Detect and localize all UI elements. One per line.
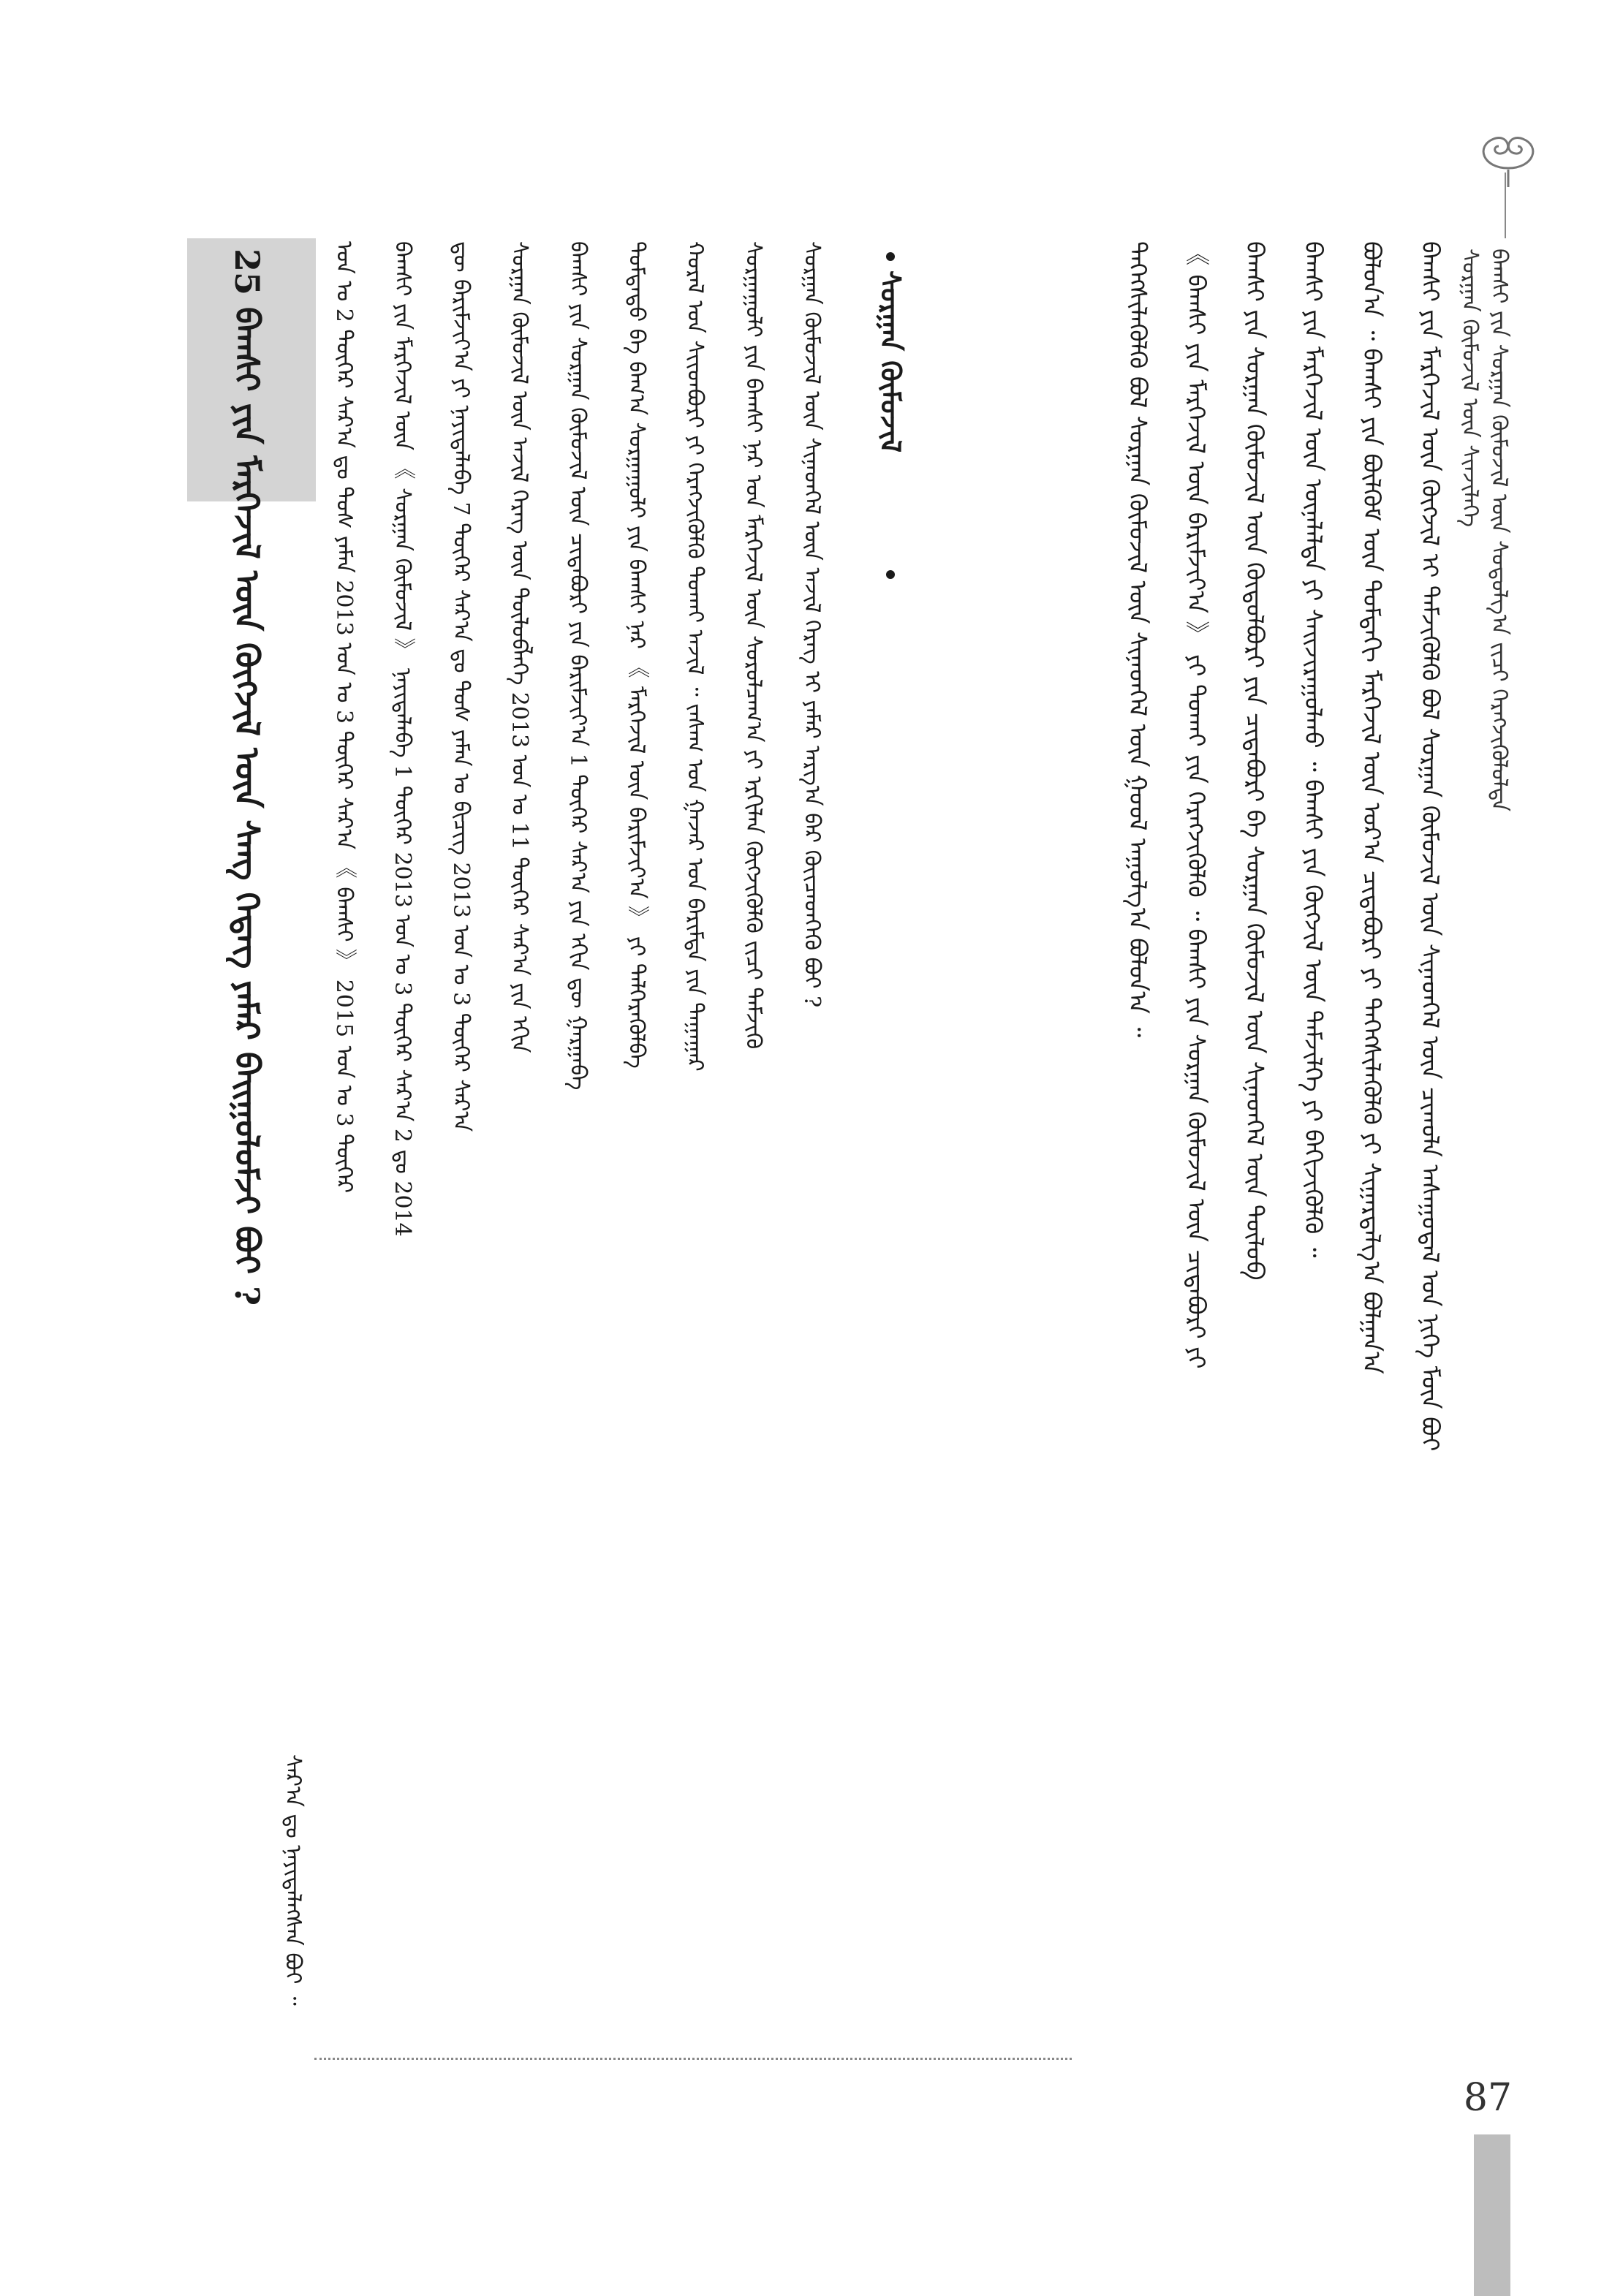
paragraph-column: 《 ᠪᠠᠭᠰᠢ ᠶᠢᠨ ᠮᠡᠷᠭᠡᠵᠢᠯ ᠦᠨ ᠪᠠᠷᠢᠮᠵᠢᠶ᠎ᠠ 》 ᠶᠢ ᠲᠤᠬᠠᠢ ᠶᠢᠨ ᠬᠡᠷᠡᠭᠵᠢᠭᠦᠯᠬᠦ ᠃ ᠪᠠᠭᠰᠢ ᠶᠢᠨ ᠰᠤᠷᠭᠠᠨ ᠬᠦᠮᠦᠵᠢᠯ ᠦᠨ ᠴᠢᠳᠠᠪᠤᠷᠢ ᠶᠢ (1182, 241, 1211, 1369)
question-text: ᠪᠠᠭᠰᠢ ᠶᠢᠨ ᠮᠡᠷᠭᠡᠵᠢᠯ ᠦᠨ ᠬᠥᠭᠵᠢᠯ ᠦᠨ ᠰᠠᠩ ᠭᠡᠳᠡᠭ ᠶᠠᠮᠠᠷ ᠪᠠᠢᠭᠤᠯᠤᠮᠵᠢ ᠪᠤᠢ ? (227, 307, 267, 1306)
note-column: ᠰᠤᠷᠭᠠᠭᠤᠯᠢ ᠶᠢᠨ ᠪᠠᠭᠰᠢ ᠨᠠᠷ ᠤᠨ ᠮᠡᠷᠭᠡᠵᠢᠯ ᠦᠨ ᠰᠤᠷᠤᠯᠴᠠᠭ᠎ᠠ ᠶᠢ ᠡᠷᠬᠢᠯᠡᠨ ᠬᠥᠭᠵᠢᠭᠦᠯᠬᠦ ᠵᠢᠴᠢ ᠳᠡᠮᠵᠢᠬᠦ (741, 241, 766, 1050)
running-head-secondary: ᠰᠤᠷᠭᠠᠨ ᠬᠦᠮᠦᠵᠢᠯ ᠦᠨ ᠰᠢᠨᠵᠢᠯᠡᠭᠡ (1457, 249, 1483, 528)
note-column: ᠰᠤᠷᠭᠠᠨ ᠬᠦᠮᠦᠵᠢᠯ ᠦᠨ ᠰᠢᠨᠡᠳᠭᠡᠯ ᠦᠨ ᠠᠵᠢᠯ ᠬᠡᠷᠡᠭ ᠢ ᠶᠠᠮᠠᠷ ᠠᠷᠭ᠎ᠠ ᠪᠠᠷ ᠭᠦᠢᠴᠡᠳᠬᠡᠬᠦ ᠪᠤᠢ ? (799, 241, 825, 1008)
note-column: ᠰᠠᠷ᠎ᠠ ᠳᠤ ᠨᠡᠶᠢᠲᠡᠯᠡᠭᠰᠡᠨ ᠪᠤᠢ ᠃ (280, 1754, 306, 2006)
side-tab (1474, 2134, 1510, 2296)
paragraph-column: ᠪᠠᠭᠰᠢ ᠶᠢᠨ ᠰᠤᠷᠭᠠᠨ ᠬᠦᠮᠦᠵᠢᠯ ᠦᠨ ᠬᠥᠲᠦᠯᠪᠦᠷᠢ ᠶᠢᠨ ᠴᠢᠳᠠᠪᠤᠷᠢ ᠪᠠ ᠰᠤᠷᠭᠠᠨ ᠬᠦᠮᠦᠵᠢᠯ ᠦᠨ ᠰᠢᠨᠡᠳᠭᠡᠯ ᠦᠨ ᠲᠥᠯᠦᠪ (1241, 241, 1269, 1281)
paragraph-column: ᠪᠣᠯᠤᠨ᠎ᠠ ᠃ ᠪᠠᠭᠰᠢ ᠶᠢᠨ ᠪᠦᠯᠭᠦᠮ ᠦᠨ ᠳᠤᠮᠳᠠᠬᠢ ᠮᠡᠷᠭᠡᠵᠢᠯ ᠦᠨ ᠤᠷ᠎ᠠ ᠴᠢᠳᠠᠪᠤᠷᠢ ᠶᠢ ᠳᠡᠭᠡᠭᠰᠢᠯᠡᠭᠦᠯᠬᠦ ᠶᠢ ᠰᠢᠭᠠᠷᠳᠠᠯᠭ᠎ᠠ ᠪᠣᠯᠭᠠᠨ᠎ᠠ (1358, 241, 1386, 1374)
section-bullet-bottom (886, 570, 895, 579)
note-column: ᠪᠠᠭᠰᠢ ᠶᠢᠨ ᠰᠤᠷᠭᠠᠨ ᠬᠦᠮᠦᠵᠢᠯ ᠦᠨ ᠴᠢᠳᠠᠪᠤᠷᠢ ᠶᠢᠨ ᠪᠠᠷᠢᠮᠵᠢᠶ᠎ᠠ 1 ᠳᠦᠭᠡᠷ ᠰᠠᠷ᠎ᠠ ᠶᠢᠨ ᠡᠬᠢᠨ ᠳᠦ ᠭᠠᠷᠭᠠᠪᠠ (565, 241, 591, 1091)
paragraph-column: ᠳᠡᠭᠡᠭᠰᠢᠯᠡᠭᠦᠯᠬᠦ ᠪᠣᠯ ᠰᠤᠷᠭᠠᠨ ᠬᠦᠮᠦᠵᠢᠯ ᠦᠨ ᠰᠢᠨᠡᠳᠭᠡᠯ ᠦᠨ ᠭᠣᠣᠯ ᠠᠭᠤᠯᠭ᠎ᠠ ᠪᠣᠯᠤᠨ᠎ᠠ ᠃ (1124, 241, 1152, 1038)
section-heading: ᠰᠤᠷᠭᠠᠨ ᠬᠦᠮᠦᠵᠢᠯ (874, 270, 907, 453)
note-column: ᠰᠤᠷᠭᠠᠨ ᠬᠦᠮᠦᠵᠢᠯ ᠦᠨ ᠠᠵᠢᠯ ᠬᠡᠷᠡᠭ ᠦᠨ ᠲᠥᠯᠦᠪᠯᠡᠭᠡ 2013 ᠣᠨ ᠤ 11 ᠳᠦᠭᠡᠷ ᠰᠠᠷ᠎ᠠ ᠶᠢᠨ ᠡᠬᠢᠨ (507, 241, 532, 1053)
paragraph-column: ᠪᠠᠭᠰᠢ ᠶᠢᠨ ᠮᠡᠷᠭᠡᠵᠢᠯ ᠦᠨ ᠦᠨᠡᠯᠡᠯᠲᠡ ᠶᠢ ᠰᠠᠢᠵᠢᠷᠠᠭᠤᠯᠬᠤ ᠃ ᠪᠠᠭᠰᠢ ᠶᠢᠨ ᠬᠥᠭᠵᠢᠯ ᠦᠨ ᠳᠡᠮᠵᠢᠯᠭᠡ ᠶᠢ ᠪᠡᠬᠢᠵᠢᠭᠦᠯᠬᠦ ᠃ (1299, 241, 1328, 1258)
page-number: 87 (1463, 2076, 1513, 2120)
ornament-icon (1468, 117, 1548, 190)
dotted-divider (314, 2058, 1072, 2060)
note-column: ᠬᠤᠷᠠᠯ ᠤᠨ ᠰᠢᠢᠳᠪᠦᠷᠢ ᠶᠢ ᠬᠡᠷᠡᠭᠵᠢᠭᠦᠯᠬᠦ ᠲᠤᠬᠠᠢ ᠠᠵᠢᠯ ᠃ ᠵᠠᠰᠠᠭ ᠤᠨ ᠭᠠᠵᠠᠷ ᠤᠨ ᠪᠠᠷᠢᠮᠲᠠ ᠶᠢᠨ ᠳᠠᠭᠠᠭᠠᠷ (682, 241, 708, 1072)
question-title (228, 249, 266, 1306)
note-column: ᠳᠦ ᠪᠠᠷᠢᠮᠵᠢᠶ᠎ᠠ ᠶᠢ ᠨᠡᠶᠢᠲᠡᠯᠡᠪᠡ 7 ᠳᠦᠭᠡᠷ ᠰᠠᠷ᠎ᠠ ᠳᠤ ᠲᠤᠰ ᠶᠠᠮᠠᠨ ᠤ ᠪᠢᠴᠢᠭ 2013 ᠣᠨ ᠤ 3 ᠳᠦᠭᠡᠷ ᠰᠠᠷ᠎ᠠ (448, 241, 474, 1132)
note-column: ᠳᠤᠮᠳᠠᠳᠤ ᠪᠠ ᠪᠠᠭ᠎ᠠ ᠰᠤᠷᠭᠠᠭᠤᠯᠢ ᠶᠢᠨ ᠪᠠᠭᠰᠢ ᠨᠠᠷ 《 ᠮᠡᠷᠭᠡᠵᠢᠯ ᠦᠨ ᠪᠠᠷᠢᠮᠵᠢᠶ᠎ᠠ 》 ᠶᠢ ᠳᠡᠯᠭᠡᠷᠡᠭᠦᠯᠪᠡ (624, 241, 649, 1069)
paragraph-column: ᠪᠠᠭᠰᠢ ᠶᠢᠨ ᠮᠡᠷᠭᠡᠵᠢᠯ ᠦᠨ ᠬᠥᠭᠵᠢᠯ ᠢ ᠳᠡᠮᠵᠢᠭᠦᠯᠬᠦ ᠪᠣᠯ ᠰᠤᠷᠭᠠᠨ ᠬᠦᠮᠦᠵᠢᠯ ᠦᠨ ᠰᠢᠨᠡᠳᠭᠡᠯ ᠦᠨ ᠴᠢᠬᠤᠯᠠ ᠠᠰᠠᠭᠤᠳᠠᠯ ᠤᠨ ᠨᠢᠭᠡ ᠮᠥᠨ ᠪᠤᠢ (1416, 241, 1445, 1452)
note-column: ᠪᠠᠭᠰᠢ ᠶᠢᠨ ᠮᠡᠷᠭᠡᠵᠢᠯ ᠦᠨ 《 ᠰᠤᠷᠭᠠᠨ ᠬᠦᠮᠦᠵᠢᠯ 》 ᠨᠡᠶᠢᠲᠡᠯᠡᠪᠡ 1 ᠳᠦᠭᠡᠷ 2013 ᠣᠨ ᠤ 3 ᠳᠦᠭᠡᠷ ᠰᠠᠷ᠎ᠠ 2 ᠳᠤ 2014 (390, 241, 415, 1237)
question-number: 25 (227, 249, 267, 296)
section-bullet-top (886, 252, 895, 261)
running-head-primary: ᠪᠠᠭᠰᠢ ᠶᠢᠨ ᠰᠤᠷᠭᠠᠨ ᠬᠦᠮᠦᠵᠢᠯ ᠦᠨ ᠰᠤᠳᠤᠯᠭ᠎ᠠ ᠵᠢᠴᠢ ᠬᠡᠷᠡᠭᠵᠢᠭᠦᠯᠦᠯᠲᠡ (1486, 249, 1512, 812)
note-column: ᠣᠨ ᠤ 2 ᠳᠦᠭᠡᠷ ᠰᠠᠷ᠎ᠠ ᠳᠤ ᠲᠤᠰ ᠶᠠᠮᠠᠨ 2013 ᠣᠨ ᠤ 3 ᠳᠦᠭᠡᠷ ᠰᠠᠷ᠎ᠠ 《 ᠪᠠᠭᠰᠢ 》 2015 ᠣᠨ ᠤ 3 ᠳᠦᠭᠡᠷ (331, 241, 357, 1194)
header-rule (1505, 173, 1506, 238)
